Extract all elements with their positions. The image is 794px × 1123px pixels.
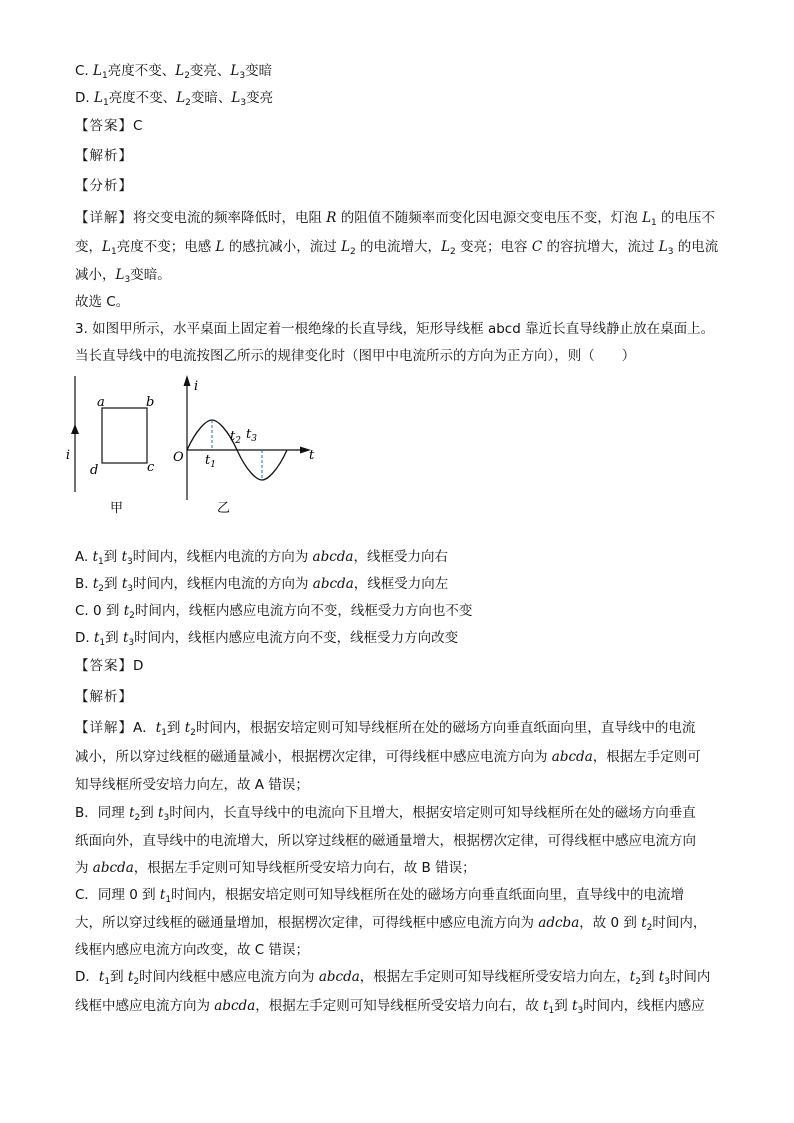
- question-3-figure: [60, 370, 330, 520]
- detail-1-line-b: 变，$L_1$亮度不变；电感 L 的感抗减小，流过 $L_2$ 的电流增大，$L_2$ 变亮；电容 C 的容抗增大，流过 $L_3$ 的电流: [75, 239, 719, 257]
- explain-line-7: C．同理 0 到 $t_1$时间内，根据安培定则可知导线框所在处的磁场方向垂直纸面向里，直导线中的电流增: [75, 887, 685, 905]
- explain-line-10: D．$t_1$到 $t_2$时间内线框中感应电流方向为 abcda，根据左手定则可知导线框所受安培力向左，$t_2$到 $t_3$时间内: [75, 969, 711, 987]
- figure-jia: [66, 376, 155, 516]
- rect-loop: [102, 408, 147, 463]
- caption-yi: 乙: [217, 501, 231, 516]
- t1-label: $t_1$: [205, 453, 216, 470]
- answer-1: 【答案】C: [75, 118, 143, 134]
- explain-line-3: 知导线框所受安培力向左，故 A 错误；: [75, 777, 309, 793]
- question-3-line-a: 3. 如图甲所示，水平桌面上固定着一根绝缘的长直导线，矩形导线框 abcd 靠近长直导线静止放在桌面上。: [75, 321, 715, 337]
- t2-label: $t_2$: [230, 429, 241, 446]
- i-axis-arrow-icon: [184, 375, 191, 386]
- caption-jia: 甲: [110, 501, 124, 516]
- select-1: 故选 C。: [75, 294, 130, 310]
- origin-label: O: [173, 450, 184, 465]
- figure-yi: [173, 375, 315, 516]
- i-axis-label: i: [194, 379, 199, 394]
- answer-2: 【答案】D: [75, 658, 144, 674]
- fenxi-heading: 【分析】: [75, 178, 133, 194]
- option-a: A. $t_1$到 $t_3$时间内，线框内电流的方向为 abcda，线框受力向右: [75, 549, 448, 567]
- corner-a: a: [97, 395, 105, 410]
- explain-line-8: 大，所以穿过线框的磁通量增加，根据楞次定律，可得线框中感应电流方向为 adcba，故 0 到 $t_2$时间内，: [75, 915, 707, 933]
- explain-line-11: 线框中感应电流方向为 abcda，根据左手定则可知导线框所受安培力向右，故 $t_1$到 $t_3$时间内，线框内感应: [75, 998, 705, 1016]
- corner-d: d: [90, 463, 99, 478]
- t-axis-label: t: [309, 448, 315, 463]
- explain-line-1: 【详解】A．$t_1$到 $t_2$时间内，根据安培定则可知导线框所在处的磁场方向垂直纸面向里，直导线中的电流: [75, 720, 696, 738]
- corner-b: b: [146, 395, 155, 410]
- detail-1-line-c: 减小，$L_3$变暗。: [75, 267, 171, 285]
- option-d: D. $t_1$到 $t_3$时间内，线框内感应电流方向不变，线框受力方向改变: [75, 630, 459, 648]
- explain-line-6: 为 abcda，根据左手定则可知导线框所受安培力向右，故 B 错误；: [75, 860, 476, 876]
- explain-line-2: 减小，所以穿过线框的磁通量减小，根据楞次定律，可得线框中感应电流方向为 abcda，根据左手定则可: [75, 749, 701, 765]
- option-b: B. $t_2$到 $t_3$时间内，线框内电流的方向为 abcda，线框受力向左: [75, 576, 449, 594]
- explain-line-5: 纸面向外，直导线中的电流增大，所以穿过线框的磁通量增大，根据楞次定律，可得线框中感应电流方向: [75, 833, 696, 849]
- current-arrow-icon: [71, 424, 79, 434]
- option-c-prev: C. $L_1$亮度不变、$L_2$变亮、$L_3$变暗: [75, 63, 273, 81]
- t3-label: $t_3$: [246, 427, 257, 444]
- question-3-line-b: 当长直导线中的电流按图乙所示的规律变化时（图甲中电流所示的方向为正方向），则（ ）: [75, 348, 636, 364]
- option-d-prev: D. $L_1$亮度不变、$L_2$变暗、$L_3$变亮: [75, 90, 274, 108]
- analysis-heading-2: 【解析】: [75, 689, 133, 705]
- analysis-heading-1: 【解析】: [75, 148, 133, 164]
- option-c: C. 0 到 $t_2$时间内，线框内感应电流方向不变，线框受力方向也不变: [75, 603, 473, 621]
- detail-1-line-a: 【详解】将交变电流的频率降低时，电阻 R 的阻值不随频率而变化因电源交变电压不变，灯泡 $L_1$ 的电压不: [75, 210, 716, 228]
- corner-c: c: [147, 460, 155, 475]
- explain-line-4: B．同理 $t_2$到 $t_3$时间内，长直导线中的电流向下且增大，根据安培定则可知导线框所在处的磁场方向垂直: [75, 805, 696, 823]
- explain-line-9: 线框内感应电流方向改变，故 C 错误；: [75, 942, 310, 958]
- wire-current-label: i: [65, 448, 70, 463]
